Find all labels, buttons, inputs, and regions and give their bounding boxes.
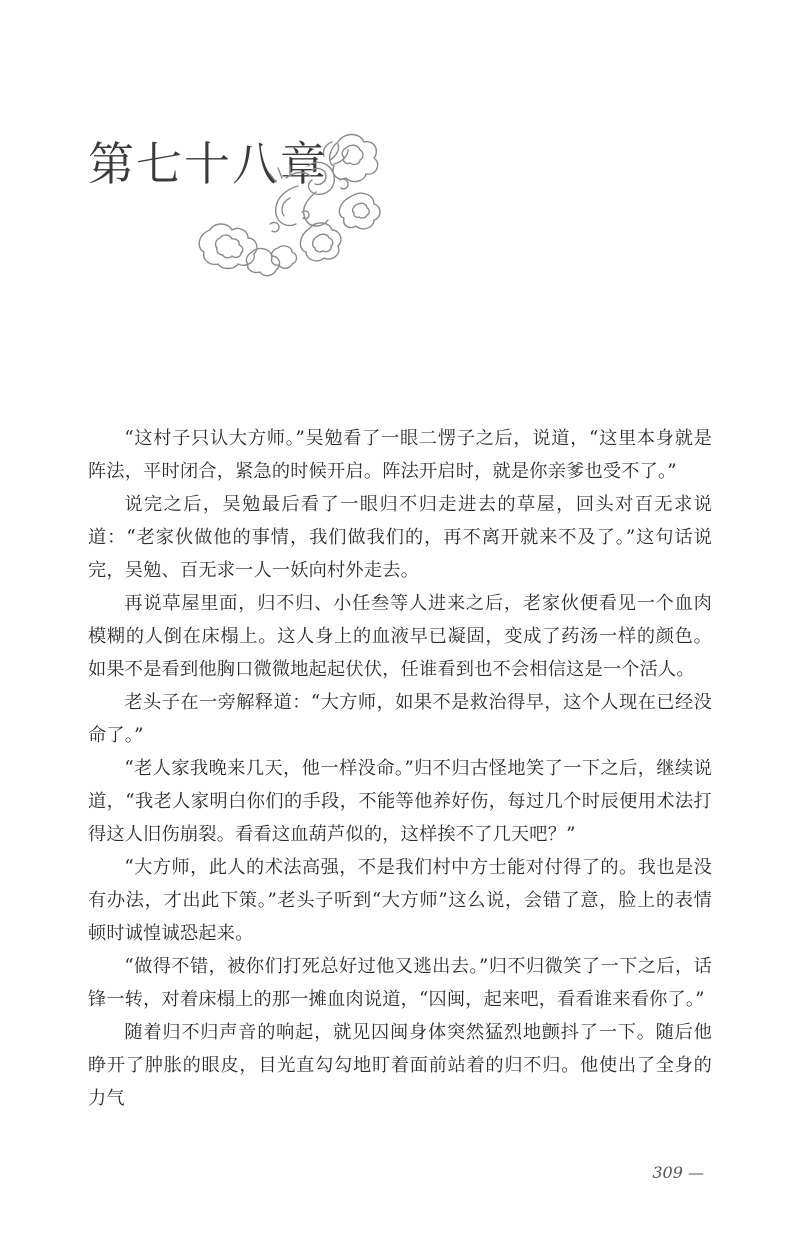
page-number: 309 — xyxy=(652,1163,704,1182)
paragraph: 再说草屋里面，归不归、小任叁等人进来之后，老家伙便看见一个血肉模糊的人倒在床榻上。这人身上的血液早已凝固，变成了药汤一样的颜色。如果不是看到他胸口微微地起起伏伏，任谁看到也不会相信这是一个活人。 xyxy=(88,593,712,680)
paragraph: 老头子在一旁解释道：“大方师，如果不是救治得早，这个人现在已经没命了。” xyxy=(88,692,712,746)
chapter-body xyxy=(88,422,712,1115)
paragraph: “老人家我晚来几天，他一样没命。”归不归古怪地笑了一下之后，继续说道，“我老人家明白你们的手段，不能等他养好伤，每过几个时辰便用术法打得这人旧伤崩裂。看看这血葫芦似的，这样挨不了几天吧？” xyxy=(88,758,712,845)
paragraph: 随着归不归声音的响起，就见囚闽身体突然猛烈地颤抖了一下。随后他睁开了肿胀的眼皮，目光直勾勾地盯着面前站着的归不归。他使出了全身的力气 xyxy=(88,1022,712,1109)
paragraph: “这村子只认大方师。”吴勉看了一眼二愣子之后，说道，“这里本身就是阵法，平时闭合，紧急的时候开启。阵法开启时，就是你亲爹也受不了。” xyxy=(88,428,712,482)
paragraph: “大方师，此人的术法高强，不是我们村中方士能对付得了的。我也是没有办法，才出此下策。”老头子听到“大方师”这么说，会错了意，脸上的表情顿时诚惶诚恐起来。 xyxy=(88,857,712,944)
paragraph: 说完之后，吴勉最后看了一眼归不归走进去的草屋，回头对百无求说道：“老家伙做他的事情，我们做我们的，再不离开就来不及了。”这句话说完，吴勉、百无求一人一妖向村外走去。 xyxy=(88,494,712,581)
chapter-title: 第七十八章 xyxy=(88,137,328,191)
paragraph: “做得不错，被你们打死总好过他又逃出去。”归不归微笑了一下之后，话锋一转，对着床榻上的那一摊血肉说道，“囚闽，起来吧，看看谁来看你了。” xyxy=(88,956,712,1010)
cloud-dragon-ornament-icon xyxy=(190,120,390,280)
